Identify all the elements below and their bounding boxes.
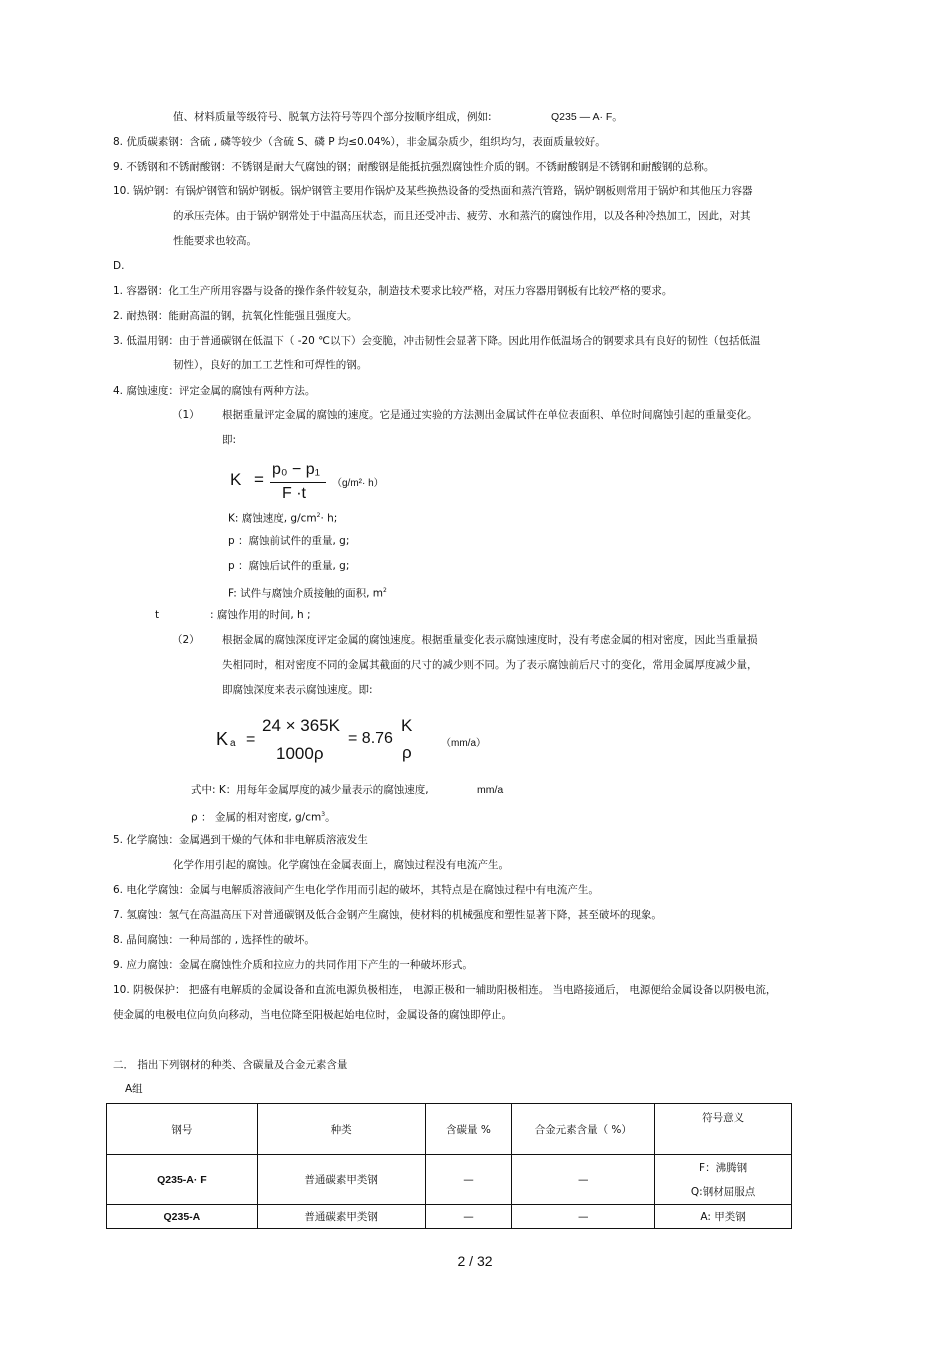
cell-steel-grade: Q235-A· F xyxy=(107,1155,258,1205)
group-label: A组 xyxy=(125,1083,143,1095)
table-header: 合金元素含量（ %） xyxy=(512,1104,655,1155)
formula-lhs-subscript: a xyxy=(230,738,236,749)
text-line: 即: xyxy=(222,434,237,446)
explanation-line: ρ ： 金属的相对密度, $g/cm^3$。 xyxy=(191,811,336,824)
cell-carbon: — xyxy=(425,1155,512,1205)
cell-meaning xyxy=(655,1155,792,1205)
table-header: 含碳量 % xyxy=(425,1104,512,1155)
formula-equals: = xyxy=(246,731,256,748)
definition-line: F: 试件与腐蚀介质接触的面积, $m^2$ xyxy=(228,587,387,600)
formula-unit: （g/m²· h） xyxy=(332,478,384,489)
item-number: （2） xyxy=(172,634,200,646)
formula-lhs: K xyxy=(230,470,242,489)
table-header: 钢号 xyxy=(107,1104,258,1155)
cell-alloy: — xyxy=(512,1205,655,1229)
table-row xyxy=(107,1155,792,1205)
formula-unit: （mm/a） xyxy=(441,738,486,749)
text-line: 5. 化学腐蚀：金属遇到干燥的气体和非电解质溶液发生 xyxy=(113,834,368,846)
section-letter: D. xyxy=(113,260,125,272)
formula-numerator: p₀ − p₁ xyxy=(272,461,321,478)
section-heading: 二． 指出下列钢材的种类、含碳量及合金元素含量 xyxy=(113,1059,348,1071)
formula-coefficient: = 8.76 xyxy=(348,730,393,747)
formula-denominator: 1000ρ xyxy=(276,744,324,763)
text-line: 失相同时，相对密度不同的金属其截面的尺寸的减少则不同。为了表示腐蚀前后尺寸的变化，常用金属厚度减少量， xyxy=(222,659,758,671)
formula-equals: = xyxy=(254,470,264,489)
example-code: Q235 — A· F。 xyxy=(551,111,623,123)
cell-steel-grade: Q235-A xyxy=(107,1205,258,1229)
text-line: 10. 阴极保护： 把盛有电解质的金属设备和直流电源负极相连， 电源正极和一辅助阳极相连。 当电路接通后， 电源便给金属设备以阴极电流， xyxy=(113,984,777,996)
text-line: 韧性），良好的加工工艺性和可焊性的钢。 xyxy=(173,359,368,371)
text-line: 的承压壳体。由于锅炉钢常处于中温高压状态，而且还受冲击、疲劳、水和蒸汽的腐蚀作用，以及各种冷热加工，因此，对其 xyxy=(173,210,751,222)
text-line: 8. 晶间腐蚀：一种局部的 , 选择性的破坏。 xyxy=(113,934,315,946)
cell-alloy: — xyxy=(512,1155,655,1205)
explanation-line: 式中: K：用每年金属厚度的减少量表示的腐蚀速度, xyxy=(191,784,429,796)
explanation-unit: mm/a xyxy=(477,784,504,796)
text-line: 4. 腐蚀速度：评定金属的腐蚀有两种方法。 xyxy=(113,385,316,397)
text-line: 根据金属的腐蚀深度评定金属的腐蚀速度。根据重量变化表示腐蚀速度时，没有考虑金属的相对密度，因此当重量损 xyxy=(222,634,758,646)
definition-line: K: 腐蚀速度, $g/cm^2\cdot h$; xyxy=(228,512,338,525)
formula-denominator: F ·t xyxy=(282,485,306,502)
steel-table xyxy=(106,1103,792,1229)
text-line: 即腐蚀深度来表示腐蚀速度。即: xyxy=(222,684,373,696)
text-line: 值、材料质量等级符号、脱氧方法符号等四个部分按顺序组成，例如: xyxy=(173,111,492,123)
text-line: 9. 应力腐蚀：金属在腐蚀性介质和拉应力的共同作用下产生的一种破坏形式。 xyxy=(113,959,473,971)
formula-lhs: K xyxy=(216,729,229,749)
definition-line: p ：腐蚀前试件的重量, g; xyxy=(228,535,350,547)
formula-numerator: 24 × 365K xyxy=(262,716,340,735)
definition-line: : 腐蚀作用的时间, h ; xyxy=(210,609,311,621)
table-header: 种类 xyxy=(257,1104,425,1155)
definition-line: p ：腐蚀后试件的重量, g; xyxy=(228,560,350,572)
cell-kind: 普通碳素甲类钢 xyxy=(257,1155,425,1205)
item-number: （1） xyxy=(172,409,200,421)
table-header: 符号意义 xyxy=(655,1104,792,1155)
cell-meaning: A: 甲类钢 xyxy=(655,1205,792,1229)
table-header-row xyxy=(107,1104,792,1155)
definition-symbol: t xyxy=(155,609,160,621)
text-line: 性能要求也较高。 xyxy=(173,235,257,247)
cell-carbon: — xyxy=(425,1205,512,1229)
text-line: 6. 电化学腐蚀：金属与电解质溶液间产生电化学作用而引起的破坏，其特点是在腐蚀过程中有电流产生。 xyxy=(113,884,599,896)
cell-kind: 普通碳素甲类钢 xyxy=(257,1205,425,1229)
formula-numerator-2: K xyxy=(401,716,413,735)
page-number: 2 / 32 xyxy=(457,1253,493,1269)
text-line: 根据重量评定金属的腐蚀的速度。它是通过实验的方法测出金属试件在单位表面积、单位时间腐蚀引起的重量变化。 xyxy=(222,409,758,421)
text-line: 2. 耐热钢：能耐高温的钢，抗氧化性能强且强度大。 xyxy=(113,310,358,322)
text-line: 3. 低温用钢：由于普通碳钢在低温下（ -20 ℃以下）会变脆，冲击韧性会显著下降。因此用作低温场合的钢要求具有良好的韧性（包括低温 xyxy=(113,335,761,347)
text-line: 8. 优质碳素钢：含硫 , 磷等较少（含硫 S、磷 P 均≤0.04%），非金属杂质少，组织均匀，表面质量较好。 xyxy=(113,136,606,148)
formula-denominator-2: ρ xyxy=(402,743,412,762)
text-line: 10. 锅炉钢：有锅炉钢管和锅炉钢板。锅炉钢管主要用作锅炉及某些换热设备的受热面和蒸汽管路，锅炉钢板则常用于锅炉和其他压力容器 xyxy=(113,185,753,197)
meaning-line: Q:钢材屈服点 xyxy=(690,1185,756,1198)
text-line: 9. 不锈钢和不锈耐酸钢：不锈钢是耐大气腐蚀的钢；耐酸钢是能抵抗强烈腐蚀性介质的钢。不锈耐酸钢是不锈钢和耐酸钢的总称。 xyxy=(113,161,715,173)
table-row xyxy=(107,1205,792,1229)
text-line: 化学作用引起的腐蚀。化学腐蚀在金属表面上，腐蚀过程没有电流产生。 xyxy=(173,859,509,871)
text-line: 7. 氢腐蚀：氢气在高温高压下对普通碳钢及低合金钢产生腐蚀，使材料的机械强度和塑性显著下降，甚至破坏的现象。 xyxy=(113,909,662,921)
text-line: 使金属的电极电位向负向移动，当电位降至阳极起始电位时，金属设备的腐蚀即停止。 xyxy=(113,1009,512,1021)
fraction-bar xyxy=(270,482,326,483)
meaning-line: F：沸腾钢 xyxy=(699,1161,748,1174)
text-line: 1. 容器钢：化工生产所用容器与设备的操作条件较复杂，制造技术要求比较严格，对压力容器用钢板有比较严格的要求。 xyxy=(113,285,673,297)
